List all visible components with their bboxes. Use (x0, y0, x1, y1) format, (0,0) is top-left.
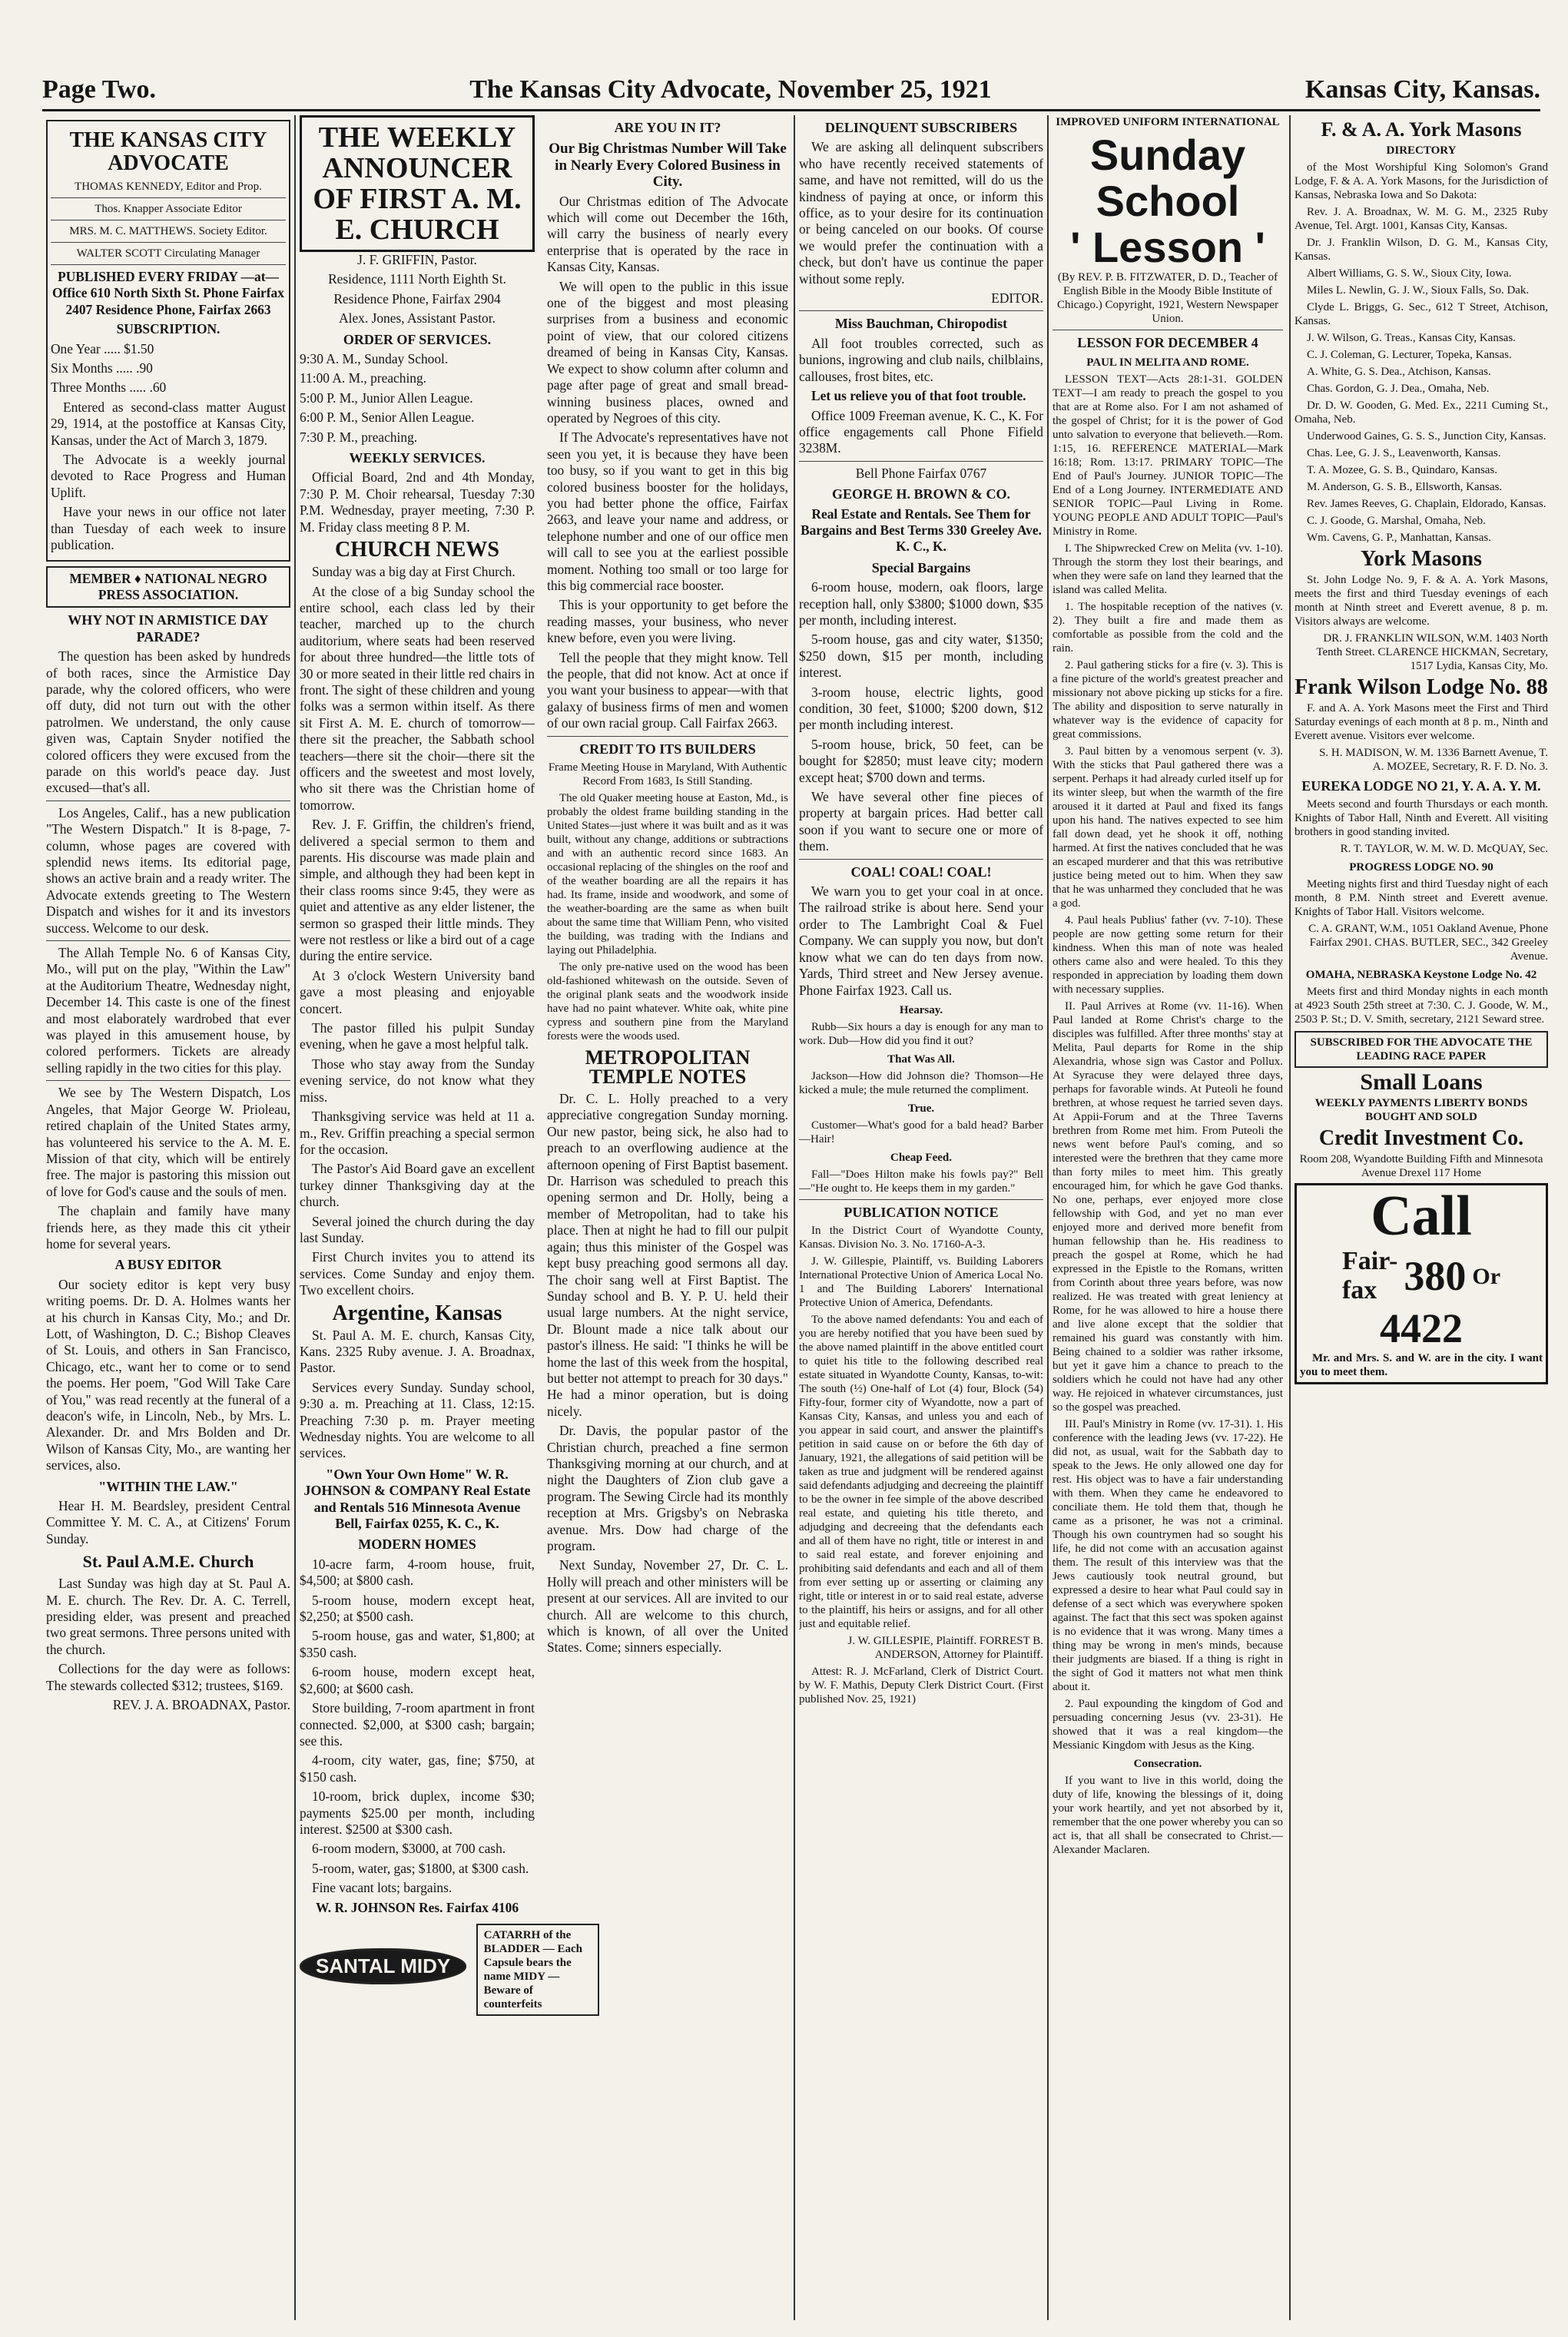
article-text: The Pastor's Aid Board gave an excellent turkey dinner Thanksgiving day at the church. (300, 1161, 535, 1210)
lesson-text: III. Paul's Ministry in Rome (vv. 17-31). 1. His conference with the leading Jews (vv. 17-22). He did not, as usual, wait for the Sabbath day to speak to the Jews. He only allowed one day for rest. His object was to have a fair understanding with them. When they came he endeavored to conciliate them. He told them that, though he came as a prisoner, he was not a criminal. Though his own countrymen had so sought his life, he did not come with an accusation against them. The result of this interview was that the Jews cautiously took neutral ground, but expressed a desire to hear what Paul could say in defense of a sect which was everywhere spoken against. The fact that this sect was spoken against is no evidence that it was wrong. Many times a thing may be wrong in men's minds, because their judgments are biased. If a thing is right in the sight of God it matters not what men think about it. (1053, 1418, 1283, 1694)
lodge-officers: S. H. MADISON, W. M. 1336 Barnett Avenue, T. A. MOZEE, Secretary, R. F. D. No. 3. (1319, 747, 1548, 773)
phone-number: 4422 (1380, 1305, 1463, 1352)
subscription-title: SUBSCRIPTION. (116, 321, 220, 337)
sunday-school-title: Sunday School (1089, 131, 1246, 225)
directory-entry: T. A. Mozee, G. S. B., Quindaro, Kansas. (1307, 464, 1498, 476)
directory-entry: Clyde L. Briggs, G. Sec., 612 T Street, Atchison, Kansas. (1295, 301, 1548, 327)
pastor-line: Alex. Jones, Assistant Pastor. (339, 310, 496, 327)
article-text: The old Quaker meeting house at Easton, Md., is probably the oldest frame building standing in the United States—just where it was built and as it was built, without any change, additions or subtractions and with an authentic record since 1683. An occasional replacing of the shingles on the roof and of the weather boarding are all the repairs it has had. Its frame, inside and woodwork, and some of the weather-boarding are the same as when built about the same time that William Penn, who visited the building, was trading with the Indians and laying out Philadelphia. (547, 792, 788, 957)
article-text: First Church invites you to attend its services. Come Sunday and enjoy them. Two excellent choirs. (300, 1249, 535, 1298)
legal-text: In the District Court of Wyandotte County, Kansas. Division No. 3. No. 17160-A-3. (799, 1225, 1043, 1251)
directory-entry: J. W. Wilson, G. Treas., Kansas City, Kansas. (1307, 332, 1516, 344)
headline: METROPOLITAN TEMPLE NOTES (585, 1046, 751, 1089)
nameplate: THE KANSAS CITY ADVOCATE (69, 128, 267, 175)
pastor-line: Residence, 1111 North Eighth St. (328, 271, 506, 287)
ad-text: Real Estate and Rentals. See Them for Bargains and Best Terms 330 Greeley Ave. K. C., K. (801, 506, 1042, 555)
lodge-text: F. and A. A. York Masons meet the First and Third Saturday evenings of each month at 8 p. m., Ninth and Everett avenue. Visitors ever welcome. (1295, 702, 1548, 742)
headline: DELINQUENT SUBSCRIBERS (824, 120, 1018, 135)
listing: 10-acre farm, 4-room house, fruit, $4,500; at $800 cash. (300, 1556, 535, 1589)
listing: 5-room, water, gas; $1800, at $300 cash. (312, 1860, 529, 1876)
lesson-text: I. The Shipwrecked Crew on Melita (vv. 1-10). Through the storm they lost their bearings, and when they were safe on land they learned that the island was called Melita. (1053, 542, 1283, 597)
article-text: Dr. C. L. Holly preached to a very appreciative congregation Sunday morning. Our new pastor, being sick, he also had to preach to an overflowing audience at the afternoon opening of First Baptist basement. Dr. Harrison was scheduled to preach this opening sermon and Dr. Holly, being a member of Metropolitan, had to take his place. Then at night he had to fill our pulpit again; thus this minister of the Gospel was kept busy preaching good sermons all day. The choir sang well at First Baptist. The Sunday school and B. Y. P. U. held their usual large numbers. At the night service, Dr. Blount made a nice talk about our pastor's illness. He said: "I thinks he will be home the last of this week from the hospital, but better not attempt to preach for 30 days." He had a minor operation, but is doing nicely. (547, 1091, 788, 1419)
column-rule (1047, 115, 1049, 2320)
article-text: The only pre-native used on the wood has been old-fashioned whitewash on the outside. Seven of the original plank seats and the woodwork inside have had no paint whatever. White oak, white pine cypress and southern pine from the Maryland forests were the woods used. (547, 961, 788, 1043)
lodge-text: Meets second and fourth Thursdays or each month. Knights of Tabor Hall, Ninth and Everett. All visiting brothers in good standing invited. (1295, 798, 1548, 839)
ad-heading: Small Loans (1360, 1069, 1483, 1096)
lodge-text: Meets first and third Monday nights in each month at 4923 South 25th street at 7:30. C. J. Goode, W. M., 2503 P. St.; D. V. Smith, secretary, 2121 Seward stree. (1295, 986, 1548, 1026)
page-number: Page Two. (42, 75, 156, 104)
lodge-officers: R. T. TAYLOR, W. M. W. D. McQUAY, Sec. (1340, 843, 1548, 856)
staff-line: THOMAS KENNEDY, Editor and Prop. (75, 181, 262, 193)
published-info: PUBLISHED EVERY FRIDAY —at— Office 610 North Sixth St. Phone Fairfax 2407 Residence Phone, Fairfax 2663 (52, 269, 284, 317)
headline: OMAHA, NEBRASKA Keystone Lodge No. 42 (1305, 969, 1537, 982)
article-text: Customer—What's good for a bald head? Barber—Hair! (799, 1119, 1043, 1145)
headline: Argentine, Kansas (332, 1301, 502, 1325)
lesson-text: II. Paul Arrives at Rome (vv. 11-16). When Paul landed at Rome Christ's charge to the disciples was fulfilled. After three months' stay at Melita, Paul departs for Rome in the ship Alexandria, whose sign was Castor and Pollux. At Syracuse they were delayed three days, perhaps for favorable winds. At Puteoli he found brethren, at whose request he tarried seven days. At Appii-Forum and at the Three Taverns brethren from Rome met him. From Puteoli the news went before Paul's coming, and so interested were the brethren that they came more than forty miles to meet him. This greatly encouraged him, for which he gave God thanks. No one, perhaps, ever enjoyed more close fellowship with God, and yet no man ever enjoyed more and derived more benefit from human fellowship than he. His readiness to preach the gospel at Rome, which he had expressed in the Epistle to the Romans, written from Corinth about three years before, was now realized. He was treated with great leniency at Rome, for he was allowed to hire a house there and live alone except that the soldier that remained his guard was constantly with him. Being chained to a soldier was rather irksome, but yet it gave him a chance to preach to the soldiers which he could not have had any other way. He rejoiced in whatever circumstances, just so the gospel was preached. (1053, 1000, 1283, 1414)
subscription-rate: Six Months ..... .90 (51, 360, 153, 376)
divider (799, 859, 1043, 860)
service-line: 11:00 A. M., preaching. (300, 370, 427, 386)
listing: 6-room house, modern except heat, $2,600; at $600 cash. (300, 1664, 535, 1696)
lodge-officers: DR. J. FRANKLIN WILSON, W.M. 1403 North Tenth Street. CLARENCE HICKMAN, Secretary, 1517 Lydia, Kansas City, Mo. (1316, 632, 1548, 672)
listing: 5-room house, gas and water, $1,800; at $350 cash. (300, 1628, 535, 1660)
masthead (42, 71, 1540, 111)
headline: ARE YOU IN IT? (614, 120, 721, 135)
listing: 10-room, brick duplex, income $30; payments $25.00 per month, including interest. $2500 at $300 cash. (300, 1788, 535, 1837)
legal-text: Attest: R. J. McFarland, Clerk of District Court. by W. F. Mathis, Deputy Clerk District Court. (First published Nov. 25, 1921) (799, 1666, 1043, 1706)
listing: 4-room, city water, gas, fine; $750, at $150 cash. (300, 1752, 535, 1785)
directory-entry: C. J. Coleman, G. Lecturer, Topeka, Kansas. (1307, 349, 1512, 361)
ad-heading: Miss Bauchman, Chiropodist (834, 316, 1008, 332)
headline: PUBLICATION NOTICE (844, 1204, 999, 1220)
listing: 3-room house, electric lights, good condition, 30 feet, $1000; $200 down, $12 per month including interest. (799, 684, 1043, 733)
article-text: We warn you to get your coal in at once. The railroad strike is about here. Send your order to The Lambright Coal & Fuel Company. We can supply you now, but don't know what we can do ten days from now. Yards, Third street and New Jersey avenue. Phone Fairfax 1923. Call us. (799, 883, 1043, 998)
ad-heading: "Own Your Own Home" W. R. JOHNSON & COMPANY Real Estate and Rentals 516 Minnesota Avenue Bell, Fairfax 0255, K. C., K. (303, 1466, 531, 1532)
staff-line: MRS. M. C. MATTHEWS. Society Editor. (69, 225, 267, 237)
lesson-text: 2. Paul gathering sticks for a fire (v. 3). This is a fine picture of the world's greatest preacher and missionary not above picking up sticks for a fire. The ability and disposition to serve naturally in whatever way is the evidence of capacity for great commissions. (1053, 659, 1283, 741)
subhead: Our Big Christmas Number Will Take in Nearly Every Colored Business in City. (549, 141, 787, 191)
article-text: Official Board, 2nd and 4th Monday, 7:30 P. M. Choir rehearsal, Tuesday 7:30 P.M. Wednesday, prayer meeting, 7:30 P. M. Friday class meeting 8 P. M. (300, 469, 535, 535)
staff-line: Thos. Knapper Associate Editor (94, 203, 242, 215)
article-text: Services every Sunday. Sunday school, 9:30 a. m. Preaching at 11. Class, 12:15. Preaching 7:30 p. m. Prayer meeting Wednesday nights. You are welcome to all services. (300, 1379, 535, 1461)
subhead: Consecration. (1133, 1758, 1202, 1771)
ad-heading: GEORGE H. BROWN & CO. (831, 486, 1010, 502)
divider (46, 1080, 290, 1081)
listing: 6-room house, modern, oak floors, large reception hall, only $3800; $1000 down, $35 per month, including interest. (799, 579, 1043, 628)
pastor-line: Residence Phone, Fairfax 2904 (333, 290, 501, 307)
headline: A BUSY EDITOR (114, 1257, 222, 1273)
subhead: Frame Meeting House in Maryland, With Authentic Record From 1683, Is Still Standing. (548, 761, 787, 788)
article-text: We see by The Western Dispatch, Los Angeles, that Major George W. Prioleau, retired chaplain of the United States army, has volunteered his service to the A. M. E. Mission of that city, which will be entirely free. The major is pastoring this mission out of love for God's cause and the souls of men. (46, 1085, 290, 1199)
listing: Store building, 7-room apartment in front connected. $2,000, at $300 cash; bargain; see this. (300, 1700, 535, 1749)
listing: Fine vacant lots; bargains. (312, 1880, 452, 1896)
subscription-rate: One Year ..... $1.50 (51, 340, 154, 356)
article-text: Next Sunday, November 27, Dr. C. L. Holly will preach and other ministers will be present at our services. All are invited to our church. All are welcome to this church, which is known, of all over the United States. Come; sinners especially. (547, 1557, 788, 1656)
signature: REV. J. A. BROADNAX, Pastor. (112, 1697, 290, 1713)
subhead: ORDER OF SERVICES. (343, 331, 492, 347)
headline: PROGRESS LODGE NO. 90 (1349, 861, 1493, 874)
service-line: 5:00 P. M., Junior Allen League. (300, 390, 473, 406)
headline: CREDIT TO ITS BUILDERS (579, 741, 756, 757)
article-text: Office 1009 Freeman avenue, K. C., K. For office engagements call Phone Fifield 3238M. (799, 407, 1043, 456)
divider (46, 940, 290, 941)
call-row (1297, 1247, 1546, 1305)
article-text: Fall—"Does Hilton make his fowls pay?" Bell—"He ought to. He keeps them in my garden." (799, 1168, 1043, 1195)
directory-entry: Rev. James Reeves, G. Chaplain, Eldorado, Kansas. (1307, 498, 1546, 510)
article-text: Hear H. M. Beardsley, president Central Committee Y. M. C. A., at Citizens' Forum Sunday. (46, 1498, 290, 1546)
headline: St. Paul A.M.E. Church (82, 1552, 254, 1572)
subhead: Cheap Feed. (890, 1151, 952, 1164)
headline: "WITHIN THE LAW." (98, 1478, 238, 1494)
directory-entry: Chas. Gordon, G. J. Dea., Omaha, Neb. (1307, 383, 1490, 395)
listing: 5-room house, brick, 50 feet, can be bought for $2850; must leave city; modern except heat; $700 down and terms. (799, 736, 1043, 785)
directory-entry: Dr. D. W. Gooden, G. Med. Ex., 2211 Cuming St., Omaha, Neb. (1295, 399, 1548, 426)
column-5 (1295, 115, 1548, 2320)
subhead: MODERN HOMES (358, 1536, 476, 1553)
lesson-text: 3. Paul bitten by a venomous serpent (v. 3). With the sticks that Paul gathered there was a serpent. Perhaps it had already curled itself up for its winter sleep, but when the warmth of the fire aroused it it darted at Paul and fixed its fangs upon his hand. The natives expected to see him fall down dead, yet he shook it off, nothing harmed. At first the natives concluded that he was an escaped murderer and that this was retributive justice being meted out to him. When they saw that he was unharmed they concluded that he was a god. (1053, 745, 1283, 910)
listing: We have several other fine pieces of property at bargain prices. Had better call soon if you want to secure one or more of them. (799, 789, 1043, 854)
legal-text: J. W. GILLESPIE, Plaintiff. FORREST B. ANDERSON, Attorney for Plaintiff. (847, 1635, 1043, 1662)
nameplate-box (46, 120, 290, 562)
directory-entry: Rev. J. A. Broadnax, W. M. G. M., 2325 Ruby Avenue, Tel. Argt. 1001, Kansas City, Kansas. (1295, 206, 1548, 232)
column-rule (794, 115, 795, 2320)
article-text: Jackson—How did Johnson die? Thomson—He kicked a mule; the mule returned the compliment. (799, 1069, 1043, 1096)
article-text: The question has been asked by hundreds of both races, since the Armistice Day parade, why the colored officers, who were off duty, did not turn out with the other patrolmen. We understand, the only cause given was, Captain Snyder notified the colored officers they were excused from the parade on this world's peace day. Just excused—that's all. (46, 648, 290, 796)
ad-text: Room 208, Wyandotte Building Fifth and Minnesota Avenue Drexel 117 Home (1299, 1153, 1543, 1180)
directory-entry: Miles L. Newlin, G. J. W., Sioux Falls, So. Dak. (1307, 284, 1530, 297)
article-text: Our society editor is kept very busy writing poems. Dr. D. A. Holmes wants her at his church in Kansas City, Mo.; and Dr. Lott, of Washington, D. C.; Bishop Cleaves of St. Louis, and others in San Francisco, Chicago, etc., want her to come or to send the poems. Her poem, "God Will Take Care of You," was read recently at the funeral of a deacon's wife, in Lincoln, Neb., by Mrs. L. Alexander. Dr. and Mrs Bolden and Dr. Wilson of Kansas City, Mo., are wanting her services, also. (46, 1276, 290, 1473)
article-text: Thanksgiving service was held at 11 a. m., Rev. Griffin preaching a special sermon for the occasion. (300, 1109, 535, 1157)
divider (51, 197, 286, 198)
fair-label: Fair- (1341, 1247, 1398, 1276)
column-3 (799, 115, 1043, 2320)
news-deadline: Have your news in our office not later than Tuesday of each week to insure publication. (51, 504, 286, 553)
page-place: Kansas City, Kansas. (1304, 75, 1540, 104)
article-text: Rubb—Six hours a day is enough for any man to work. Dub—How did you find it out? (799, 1020, 1043, 1047)
lodge-text: St. John Lodge No. 9, F. & A. A. York Masons, meets the first and third Tuesday evenings of each month at Ninth street and Everett avenue, 8 p. m. Visitors always are welcome. (1295, 574, 1548, 628)
article-text: Last Sunday was high day at St. Paul A. M. E. church. The Rev. Dr. A. C. Terrell, presiding elder, was present and preached two great sermons. Three persons united with the church. (46, 1576, 290, 1657)
column-1 (46, 115, 290, 2320)
headline: F. & A. A. York Masons (1321, 118, 1522, 141)
byline: (By REV. P. B. FITZWATER, D. D., Teacher of English Bible in the Moody Bible Institute of Chicago.) Copyright, 1921, Western Newspaper Union. (1056, 271, 1279, 325)
devoted-notice: The Advocate is a weekly journal devoted to Race Progress and Human Uplift. (51, 452, 286, 500)
entered-notice: Entered as second-class matter August 29, 1914, at the postoffice at Kansas City, Kansas, under the Act of March 3, 1879. (51, 399, 286, 448)
directory-entry: C. J. Goode, G. Marshal, Omaha, Neb. (1307, 515, 1486, 527)
article-text: The chaplain and family have many friends here, as they made this cit ytheir home for several years. (46, 1203, 290, 1251)
directory-entry: Dr. J. Franklin Wilson, D. G. M., Kansas City, Kansas. (1295, 237, 1548, 263)
article-text: St. Paul A. M. E. church, Kansas City, Kans. 2325 Ruby avenue. J. A. Broadnax, Pastor. (300, 1327, 535, 1376)
article-text: At 3 o'clock Western University band gave a most pleasing and enjoyable concert. (300, 967, 535, 1016)
article-text: The Allah Temple No. 6 of Kansas City, Mo., will put on the play, "Within the Law" at the Auditorium Theatre, Wednesday night, December 14. This caste is one of the finest and most elaborately wardrobed that ever was played in this amusement house, by colored performers. Tickets are already selling rapidly in the two cities for this play. (46, 945, 290, 1076)
listing: 6-room modern, $3000, at 700 cash. (312, 1841, 506, 1857)
column-rule (1289, 115, 1291, 2320)
subscribed-box: SUBSCRIBED FOR THE ADVOCATE THE LEADING RACE PAPER (1295, 1031, 1548, 1068)
directory-intro: of the Most Worshipful King Solomon's Grand Lodge, F. & A. A. York Masons, for the Jurisdiction of Kansas, Nebraska Iowa and So Dakota: (1295, 161, 1548, 201)
article-text: Rev. J. F. Griffin, the children's friend, delivered a special sermon to them and parents. His discourse was made plain and simple, and although they had been kept in their class rooms since 9:45, they were as quiet and attentive as any elder listener, the sermon so grasped their little minds. They were not restless or like a bird out of a cage during the entire service. (300, 817, 535, 964)
article-text: The pastor filled his pulpit Sunday evening, when he gave a most helpful talk. (300, 1020, 535, 1052)
subhead: True. (907, 1102, 935, 1115)
headline: EUREKA LODGE NO 21, Y. A. A. Y. M. (1301, 778, 1541, 794)
pastor-line: J. F. GRIFFIN, Pastor. (357, 252, 477, 267)
staff-line: WALTER SCOTT Circulating Manager (76, 247, 260, 260)
ad-signature: W. R. JOHNSON Res. Fairfax 4106 (315, 1899, 519, 1915)
ad-text: Mr. and Mrs. S. and W. are in the city. I want you to meet them. (1300, 1352, 1543, 1379)
article-text: Dr. Davis, the popular pastor of the Christian church, preached a fine sermon Thanksgiving morning at our church, and at night the Daughters of Zion club gave a program. The Sewing Circle had its monthly reception at Mrs. Grigsby's on Nebraska avenue. Mrs. Dow had charge of the program. (547, 1423, 788, 1553)
fairfax-label (1342, 1247, 1397, 1305)
divider (51, 264, 286, 265)
catarrh-text: CATARRH of the BLADDER — Each Capsule bears the name MIDY — Beware of counterfeits (476, 1924, 599, 2016)
directory-entry: Underwood Gaines, G. S. S., Junction City, Kansas. (1307, 430, 1546, 443)
ad-heading: Credit Investment Co. (1318, 1126, 1524, 1151)
listing: 5-room house, gas and city water, $1350; $250 down, $15 per month, including interest. (799, 631, 1043, 681)
article-text: At the close of a big Sunday school the entire school, each class led by their teacher, marched up to the church auditorium, where seats had been reserved for about three hundred—the little tots of 30 or more seated in their little red chairs in front. The sight of these children and young folks was a sermon within itself. As there sit First A. M. E. church of tomorrow—there sit the preacher, the Sabbath school teachers—there sit the choir—there sit the officers and the sweetest and most lovely, who sit there was the Christian home of tomorrow. (300, 583, 535, 813)
directory-entry: Chas. Lee, G. J. S., Leavenworth, Kansas. (1307, 447, 1501, 459)
article-text: Tell the people that they might know. Tell the people, that did not know. Act at once if you want your business to appear—with that galaxy of business firms of men and women of our own racial group. Call Fairfax 2663. (547, 649, 788, 731)
article-text: Those who stay away from the Sunday evening service, do not know what they miss. (300, 1056, 535, 1105)
subhead: WEEKLY SERVICES. (349, 450, 486, 466)
announcer-column (300, 115, 582, 2016)
service-line: 7:30 P. M., preaching. (300, 429, 418, 445)
article-text: Several joined the church during the day last Sunday. (300, 1213, 535, 1245)
directory-entry: Albert Williams, G. S. W., Sioux City, Iowa. (1307, 267, 1512, 280)
call-ad (1295, 1183, 1548, 1384)
article-text: Let us relieve you of that foot trouble. (811, 388, 1026, 404)
directory-entry: A. White, G. S. Dea., Atchison, Kansas. (1307, 366, 1491, 378)
headline: CHURCH NEWS (335, 538, 499, 562)
lodge-officers: C. A. GRANT, W.M., 1051 Oakland Avenue, Phone Fairfax 2901. CHAS. BUTLER, SEC., 342 Greeley Avenue. (1308, 923, 1548, 963)
subhead: Hearsay. (899, 1003, 943, 1016)
lesson-text: 2. Paul expounding the kingdom of God and persuading concerning Jesus (vv. 23-31). He showed that it was a real kingdom—the Messianic Kingdom with Jesus as the King. (1053, 1698, 1283, 1752)
page-title: The Kansas City Advocate, November 25, 1921 (469, 75, 992, 104)
lesson-text: If you want to live in this world, doing the duty of life, knowing the blessings of it, doing your work heartily, and yet not absorbed by it, remember that the one power whereby you can so act is, that all shall be consecrated to Christ.—Alexander Maclaren. (1053, 1775, 1283, 1857)
signature: EDITOR. (991, 290, 1043, 307)
article-text: Collections for the day were as follows: The stewards collected $312; trustees, $169. (46, 1661, 290, 1693)
headline: COAL! COAL! COAL! (850, 864, 992, 880)
or-label: Or (1472, 1263, 1501, 1289)
directory-entry: Wm. Cavens, G. P., Manhattan, Kansas. (1307, 532, 1491, 544)
divider (799, 1199, 1043, 1200)
phone-line: Bell Phone Fairfax 0767 (855, 465, 987, 481)
article-text: All foot troubles corrected, such as bunions, ingrowing and club nails, chilblains, callouses, frost bites, etc. (799, 335, 1043, 384)
article-text: Los Angeles, Calif., has a new publication "The Western Dispatch." It is 8-page, 7-column, whose pages are covered with splendid news items. Its editorial page, shows an active brain and a ready writer. The Advocate extends greeting to The Western Dispatch and wishes for it and its investors success. Welcome to our desk. (46, 804, 290, 936)
lesson-text: 1. The hospitable reception of the natives (v. 2). They built a fire and made them as comfortable as possible from the cold and the rain. (1053, 601, 1283, 655)
legal-text: To the above named defendants: You and each of you are hereby notified that you have been sued by the above named plaintiff in the above entitled court to quiet his title to the following described real estate situated in Wyandotte County, Kansas, to-wit: The south (½) One-half of Lot (4) four, Block (54) Fifty-four, former city of Wyandotte, now a part of Kansas City, Kansas, and unless you and each of you appear in said court, and answer the plaintiff's petition in said cause on or before the 6th day of January, 1921, the allegations of said petition will be taken as true and judgment will be rendered against said defendants adjudging and decreeing the plaintiff to be the owner in fee simple of the above described real estate, and quieting his title thereto, and adjudging and decreeing that the defendants each and all of them have no right, title or interest in and to said real estate, and forever enjoining and prohibiting said defendants and each and all of them from ever setting up or asserting or claiming any right, title or interest in or to said real estate, adverse to the plaintiff, his heirs or assigns, and for all other just and equitable relief. (799, 1314, 1043, 1631)
divider (547, 736, 788, 737)
subscription-rate: Three Months ..... .60 (51, 380, 167, 396)
lesson-kicker: IMPROVED UNIFORM INTERNATIONAL (1056, 116, 1280, 128)
lesson-title: ' Lesson ' (1070, 223, 1265, 271)
headline: LESSON FOR DECEMBER 4 (1077, 335, 1258, 350)
legal-text: J. W. Gillespie, Plaintiff, vs. Building Laborers International Protective Union of America Local No. 1 and The Building Laborers' International Protective Union of America, Defendants. (799, 1255, 1043, 1310)
column-4 (1053, 115, 1283, 2320)
lesson-texts: LESSON TEXT—Acts 28:1-31. GOLDEN TEXT—I am ready to preach the gospel to you that are at Rome also. For I am not ashamed of the gospel of Christ; for it is the power of God unto salvation to everyone that believeth.—Rom. 1:15, 16. REFERENCE MATERIAL—Mark 16:18; Rom. 13:17. PRIMARY TOPIC—The End of Paul's Journey. JUNIOR TOPIC—The End of a Long Journey. INTERMEDIATE AND SENIOR TOPIC—Paul Living in Rome. YOUNG PEOPLE AND ADULT TOPIC—Paul's Ministry in Rome. (1053, 373, 1283, 539)
subhead: DIRECTORY (1386, 144, 1457, 157)
headline: WHY NOT IN ARMISTICE DAY PARADE? (68, 612, 269, 645)
article-text: Sunday was a big day at First Church. (312, 564, 515, 580)
article-text: This is your opportunity to get before the reading masses, your business, who never knew before, even you were living. (547, 597, 788, 646)
second-announcer-column (547, 115, 788, 1659)
ad-text: WEEKLY PAYMENTS LIBERTY BONDS BOUGHT AND SOLD (1314, 1097, 1528, 1124)
column-rule (294, 115, 296, 2320)
divider (799, 310, 1043, 311)
subhead: That Was All. (887, 1052, 955, 1066)
subhead: PAUL IN MELITA AND ROME. (1086, 356, 1249, 370)
santal-ad (300, 1924, 582, 2016)
member-box: MEMBER ♦ NATIONAL NEGRO PRESS ASSOCIATION. (46, 566, 290, 608)
divider (51, 242, 286, 243)
call-word: Call (1371, 1185, 1472, 1248)
fax-label: fax (1341, 1276, 1377, 1305)
column-2 (300, 115, 788, 2320)
headline: York Masons (1361, 547, 1482, 571)
headline: Frank Wilson Lodge No. 88 (1295, 675, 1548, 699)
divider (799, 461, 1043, 462)
subhead: Special Bargains (871, 559, 971, 575)
article-text: We will open to the public in this issue one of the biggest and most pleasing surprises from a business and economic point of view, that our colored citizens dreamed of being in Kansas City, Kansas. We expect to show column after column and page after page of great and small bread-winning business places, owned and operated by Negroes of this city. (547, 278, 788, 426)
service-line: 9:30 A. M., Sunday School. (300, 351, 449, 367)
article-text: If The Advocate's representatives have not seen you yet, it is because they have been too busy, so if you want to get in this big colored business booster for the holidays, you had better phone the office, Fairfax 2663, and leave your name and address, or telephone number and one of our office men will call to see you at the earliest possible moment. Nothing too small or too large for this big commercial race booster. (547, 429, 788, 593)
listing: 5-room house, modern except heat, $2,250; at $500 cash. (300, 1592, 535, 1625)
article-text: We are asking all delinquent subscribers who have recently received statements of same, and have not remitted, will do us the kindness of paying at once, or inform this office, as to your desire for its continuation or being canceled on our books. Of course we would prefer the continuation with a check, but don't have us continue the paper without some reply. (799, 139, 1043, 287)
article-text: Our Christmas edition of The Advocate which will come out December the 16th, will carry the business of nearly every enterprise that is operated by the race in Kansas City, Kansas. (547, 193, 788, 275)
lodge-text: Meeting nights first and third Tuesday night of each month, 8 P.M. Ninth street and Everett avenue. Knights of Tabor Hall. Visitors welcome. (1295, 878, 1548, 919)
announcer-banner: THE WEEKLY ANNOUNCER OF FIRST A. M. E. CHURCH (300, 115, 535, 252)
lesson-text: 4. Paul heals Publius' father (vv. 7-10). These people are now getting some return for their kindness. When this man of note was healed others came also and were healed. To this they responded in appreciation by loading them down with necessary supplies. (1053, 914, 1283, 996)
service-line: 6:00 P. M., Senior Allen League. (300, 409, 475, 426)
directory-entry: M. Anderson, G. S. B., Ellsworth, Kansas. (1307, 481, 1503, 493)
santal-logo: SANTAL MIDY (300, 1948, 466, 1984)
phone-number: 380 (1404, 1253, 1467, 1300)
